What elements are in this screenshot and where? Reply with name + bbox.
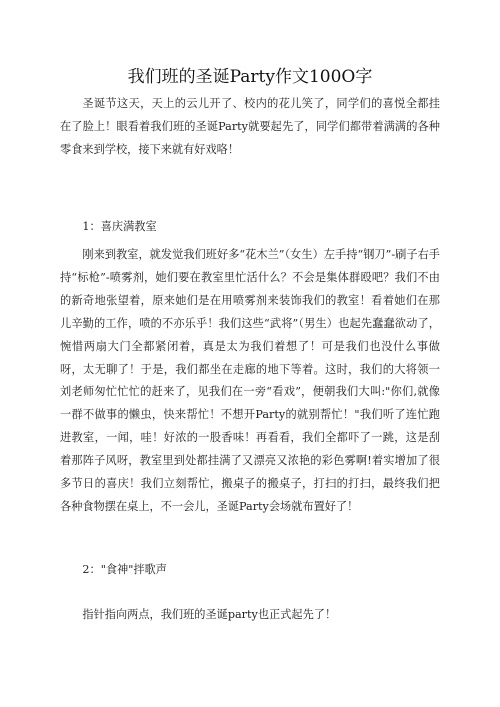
paragraph-intro: 圣诞节这天，天上的云儿开了、校内的花儿笑了，同学们的喜悦全都挂在了脸上！眼看着我们班的圣诞Party就要起先了，同学们都带着满满的各种零食来到学校，接下来就有好戏咯！ [60,97,440,156]
section-heading-1: 1：喜庆满教室 [82,220,157,233]
document-title: 我们班的圣诞Party作文100O字 [127,67,373,87]
paragraph-section-2: 指针指向两点，我们班的圣诞party也正式起先了！ [82,608,337,621]
section-heading-2: 2："食神"拌歌声 [82,563,167,576]
paragraph-section-1: 刚来到教室，就发觉我们班好多“花木兰”（女生）左手持“钢刀”-刷子右手持“标枪”-喷雾剂，她们要在教室里忙活什么？不会是集体群殴吧？我们不由的新奇地张望着，原来她们是在用喷雾剂来装饰我们的教室！看着她们在那儿辛勤的工作，喷的不亦乐乎！我们这些“武将”（男生）也起先蠢蠢欲动了，惋惜两扇大门全都紧闭着，真是太为我们着想了！可是我们也没什么事做呀，太无聊了！于是，我们都坐在走廊的地下等着。这时，我们的大将领一刘老师匆忙忙忙的赶来了，见我们在一旁“看戏”，便朝我们大叫:"你们,就像一群不做事的懒虫，快来帮忙！不想开Party的就别帮忙！"我们听了连忙跑进教室，一闻，哇！好浓的一股香味！再看看，我们全都吓了一跳，这是刮着那阵子风呀，教室里到处都挂满了又漂亮又浓艳的彩色雾啊!着实增加了很多节日的喜庆！我们立刻帮忙，搬桌子的搬桌子，打扫的打扫，最终我们把各种食物摆在桌上，不一会儿，圣诞Party会场就布置好了！ [60,248,440,513]
